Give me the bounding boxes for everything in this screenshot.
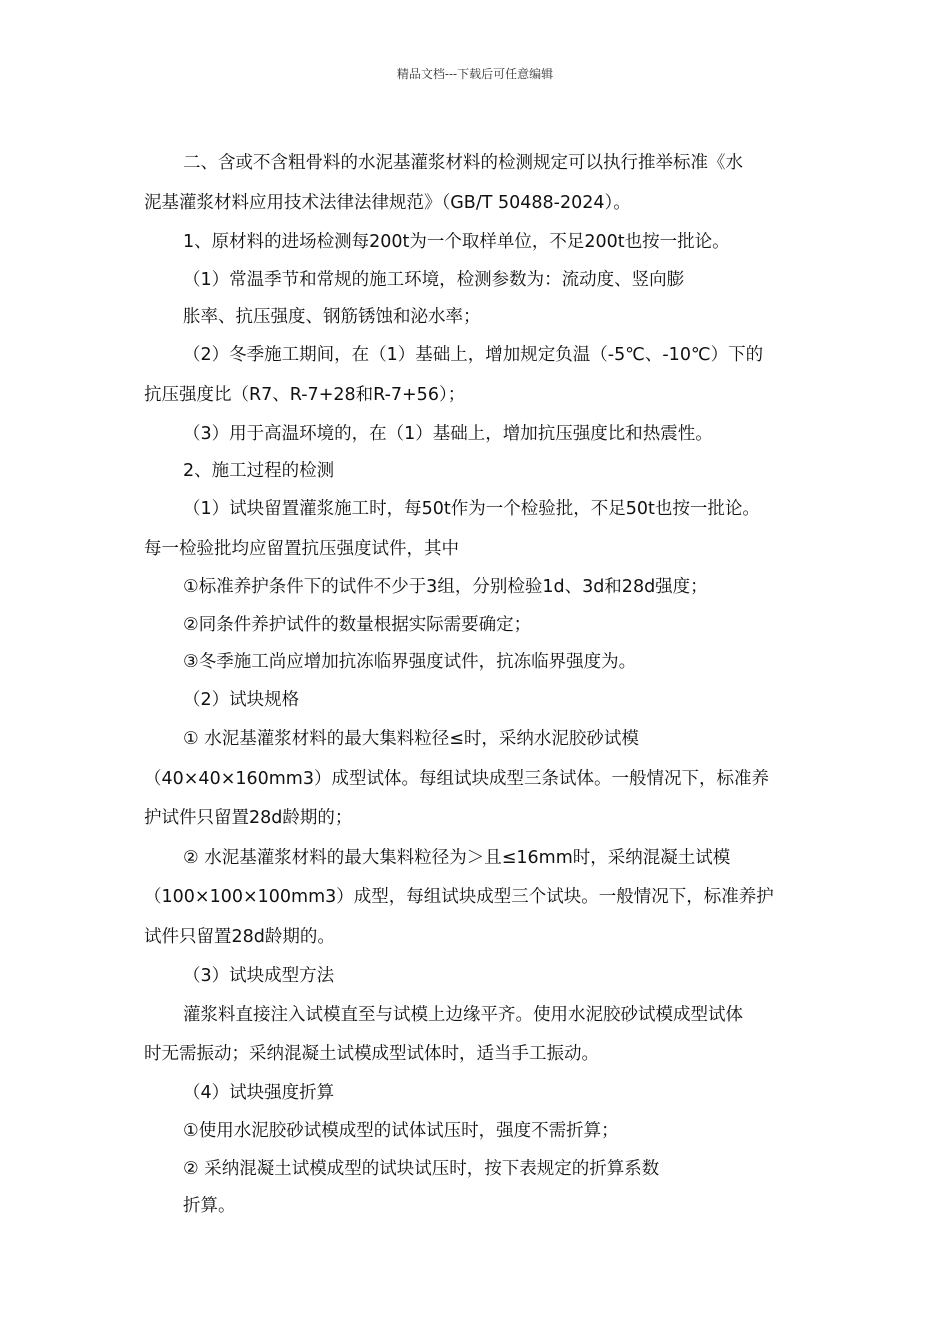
paragraph-line: ② 水泥基灌浆材料的最大集料粒径为＞且≤16mm时，采纳混凝土试模 [183,848,731,868]
paragraph-line: ②同条件养护试件的数量根据实际需要确定； [183,615,532,635]
paragraph-line: 试件只留置28d龄期的。 [144,927,335,947]
paragraph-line: 2、施工过程的检测 [183,461,335,481]
paragraph-line: 胀率、抗压强度、钢筋锈蚀和泌水率； [183,307,481,327]
paragraph-line: 折算。 [183,1196,236,1216]
paragraph-line: 每一检验批均应留置抗压强度试件，其中 [144,539,459,559]
paragraph-line: （2）试块规格 [183,690,300,710]
paragraph-line: ① 水泥基灌浆材料的最大集料粒径≤时，采纳水泥胶砂试模 [183,729,639,749]
paragraph-line: （4）试块强度折算 [183,1083,335,1103]
paragraph-line: 二、含或不含粗骨料的水泥基灌浆材料的检测规定可以执行推举标准《水 [183,153,743,173]
paragraph-line: ①标准养护条件下的试件不少于3组，分别检验1d、3d和28d强度； [183,577,708,597]
paragraph-line: （100×100×100mm3）成型，每组试块成型三个试块。一般情况下，标准养护 [144,887,774,907]
paragraph-line: （3）用于高温环境的，在（1）基础上，增加抗压强度比和热震性。 [183,424,713,444]
paragraph-line: 灌浆料直接注入试模直至与试模上边缘平齐。使用水泥胶砂试模成型试体 [183,1005,743,1025]
paragraph-line: ①使用水泥胶砂试模成型的试体试压时，强度不需折算； [183,1121,619,1141]
paragraph-line: （1）常温季节和常规的施工环境，检测参数为：流动度、竖向膨 [183,270,685,290]
paragraph-line: 护试件只留置28d龄期的； [144,808,353,828]
paragraph-line: 时无需振动；采纳混凝土试模成型试体时，适当手工振动。 [144,1044,599,1064]
paragraph-line: （40×40×160mm3）成型试体。每组试块成型三条试体。一般情况下，标准养 [144,769,769,789]
paragraph-line: 抗压强度比（R7、R-7+28和R-7+56）； [144,385,466,405]
paragraph-line: ③冬季施工尚应增加抗冻临界强度试件，抗冻临界强度为。 [183,652,637,672]
paragraph-line: ② 采纳混凝土试模成型的试块试压时，按下表规定的折算系数 [183,1159,660,1179]
paragraph-line: （1）试块留置灌浆施工时，每50t作为一个检验批，不足50t也按一批论。 [183,499,760,519]
paragraph-line: 1、原材料的进场检测每200t为一个取样单位，不足200t也按一批论。 [183,232,730,252]
paragraph-line: （2）冬季施工期间，在（1）基础上，增加规定负温（-5℃、-10℃）下的 [183,345,764,365]
paragraph-line: （3）试块成型方法 [183,966,335,986]
page-header: 精品文档---下载后可任意编辑 [396,67,554,81]
paragraph-line: 泥基灌浆材料应用技术法律法律规范》（GB/T 50488-2024）。 [144,193,631,213]
